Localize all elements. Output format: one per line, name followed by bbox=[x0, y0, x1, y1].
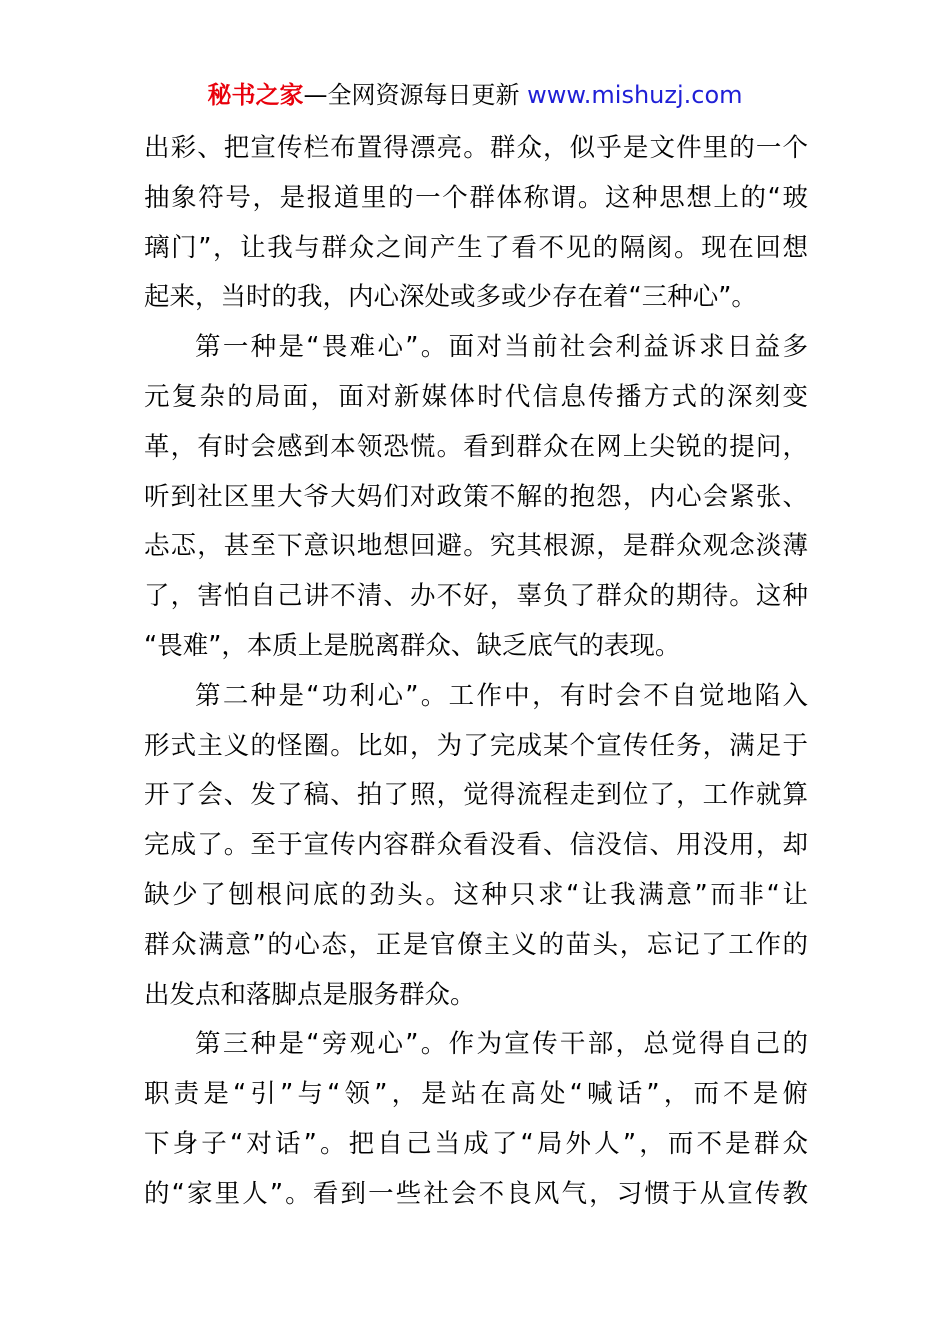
paragraph-first-line: 第一种是“畏难心”。面对当前社会利益诉求日益多 bbox=[195, 332, 808, 363]
text-line: “畏难”，本质上是脱离群众、缺乏底气的表现。 bbox=[144, 630, 681, 661]
header-tagline: —全网资源每日更新 bbox=[303, 81, 528, 109]
paragraph-first-line: 第三种是“旁观心”。作为宣传干部，总觉得自己的 bbox=[195, 1029, 808, 1060]
document-body bbox=[144, 124, 808, 1220]
text-line: 听到社区里大爷大妈们对政策不解的抱怨，内心会紧张、 bbox=[144, 481, 808, 512]
text-line: 完成了。至于宣传内容群众看没看、信没信、用没用，却 bbox=[144, 830, 808, 861]
text-line: 元复杂的局面，面对新媒体时代信息传播方式的深刻变 bbox=[144, 381, 808, 412]
text-line: 缺少了刨根问底的劲头。这种只求“让我满意”而非“让 bbox=[144, 879, 808, 910]
website-url: www.mishuzj.com bbox=[527, 81, 743, 109]
text-line: 的“家里人”。看到一些社会不良风气，习惯于从宣传教 bbox=[144, 1178, 808, 1209]
page-header bbox=[0, 78, 950, 112]
text-line: 开了会、发了稿、拍了照，觉得流程走到位了，工作就算 bbox=[144, 780, 808, 811]
text-line: 出彩、把宣传栏布置得漂亮。群众，似乎是文件里的一个 bbox=[144, 133, 808, 163]
text-line: 职责是“引”与“领”，是站在高处“喊话”，而不是俯 bbox=[144, 1079, 808, 1110]
text-line: 忐忑，甚至下意识地想回避。究其根源，是群众观念淡薄 bbox=[144, 531, 808, 562]
brand-name: 秘书之家 bbox=[207, 81, 304, 109]
text-line: 形式主义的怪圈。比如，为了完成某个宣传任务，满足于 bbox=[144, 730, 808, 761]
text-line: 起来，当时的我，内心深处或多或少存在着“三种心”。 bbox=[144, 282, 757, 313]
text-line: 了，害怕自己讲不清、办不好，辜负了群众的期待。这种 bbox=[144, 581, 808, 612]
text-line: 群众满意”的心态，正是官僚主义的苗头，忘记了工作的 bbox=[144, 929, 808, 960]
text-line: 革，有时会感到本领恐慌。看到群众在网上尖锐的提问， bbox=[144, 431, 808, 462]
text-line: 出发点和落脚点是服务群众。 bbox=[144, 979, 476, 1010]
paragraph-first-line: 第二种是“功利心”。工作中，有时会不自觉地陷入 bbox=[195, 680, 808, 711]
text-line: 下身子“对话”。把自己当成了“局外人”，而不是群众 bbox=[144, 1128, 808, 1159]
text-line: 璃门”，让我与群众之间产生了看不见的隔阂。现在回想 bbox=[144, 232, 808, 263]
text-line: 抽象符号，是报道里的一个群体称谓。这种思想上的“玻 bbox=[144, 182, 808, 213]
